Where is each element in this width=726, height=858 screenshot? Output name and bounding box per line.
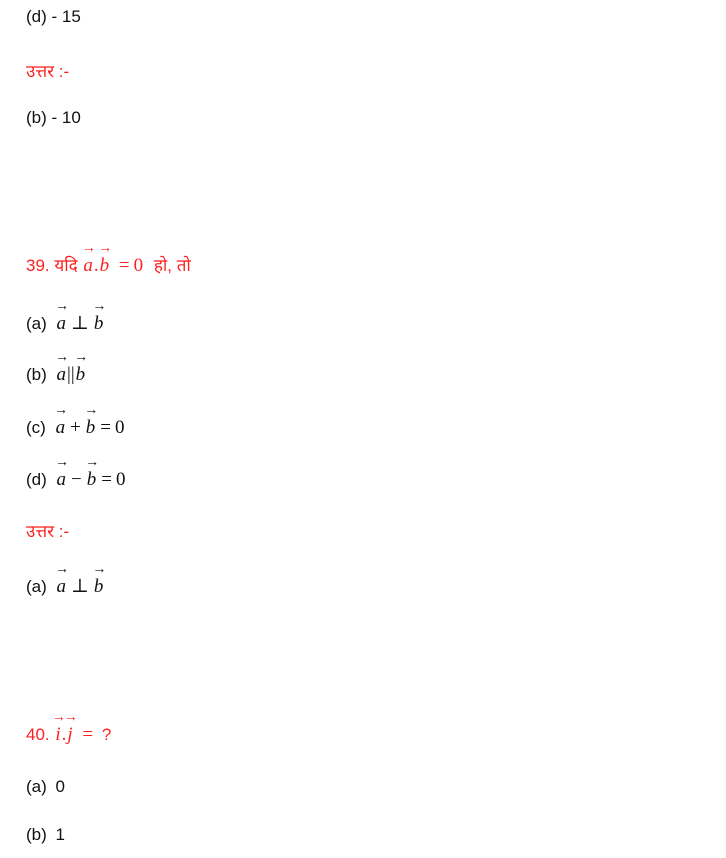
q40-option-b bbox=[26, 824, 65, 846]
q39-answer bbox=[26, 576, 104, 598]
vec-b: → b bbox=[85, 417, 97, 439]
prev-answer: (b) - 10 bbox=[26, 108, 81, 127]
option-label: (d) bbox=[26, 470, 47, 489]
option-label: (b) bbox=[26, 365, 47, 384]
q39-option-d bbox=[26, 469, 125, 491]
answer-option-label: (a) bbox=[26, 577, 47, 596]
q39-option-b bbox=[26, 364, 86, 386]
rhs-value: 0 bbox=[115, 417, 125, 438]
q39-tail: हो, तो bbox=[153, 256, 191, 275]
q40-dot: . bbox=[61, 724, 67, 745]
vec-b: → b bbox=[93, 313, 105, 335]
q39-vec-a: → a bbox=[82, 255, 94, 277]
perp-op: ⊥ bbox=[71, 576, 89, 597]
rhs-value: 0 bbox=[115, 469, 126, 490]
vec-a: → a bbox=[56, 576, 68, 598]
prev-option-d: (d) - 15 bbox=[26, 7, 81, 26]
q40-question bbox=[26, 724, 111, 746]
perp-op: ⊥ bbox=[71, 313, 89, 334]
option-value: 0 bbox=[55, 777, 65, 796]
option-label: (a) bbox=[26, 314, 47, 333]
q39-option-c bbox=[26, 417, 125, 439]
q40-option-a bbox=[26, 776, 65, 798]
vec-a: → a bbox=[56, 313, 68, 335]
vec-a: → a bbox=[56, 469, 68, 491]
vec-a: → a bbox=[55, 417, 67, 439]
q40-vec-j: → j bbox=[66, 724, 73, 746]
vec-b: → b bbox=[93, 576, 105, 598]
prev-answer-label: उत्तर :- bbox=[26, 62, 70, 81]
q39-vec-b: → b bbox=[99, 255, 111, 277]
q39-zero: 0 bbox=[133, 255, 144, 276]
q40-number: 40. bbox=[26, 725, 50, 744]
q39-option-a bbox=[26, 313, 104, 335]
vec-a: → a bbox=[56, 364, 68, 386]
q39-question bbox=[26, 255, 191, 277]
option-label: (b) bbox=[26, 825, 47, 844]
q39-if-word: यदि bbox=[54, 256, 78, 275]
plus-op: + bbox=[70, 417, 81, 438]
q40-vec-i: → i bbox=[54, 724, 61, 746]
q39-eq: = bbox=[118, 255, 130, 276]
q39-number: 39. bbox=[26, 256, 50, 275]
parallel-op: || bbox=[67, 364, 75, 385]
q39-answer-label: उत्तर :- bbox=[26, 522, 70, 541]
eq-op: = bbox=[101, 469, 112, 490]
vec-b: → b bbox=[75, 364, 87, 386]
eq-op: = bbox=[100, 417, 111, 438]
q40-question-mark: ? bbox=[101, 725, 112, 744]
q39-dot: . bbox=[93, 255, 99, 276]
option-label: (a) bbox=[26, 777, 47, 796]
option-value: 1 bbox=[55, 825, 65, 844]
vec-b: → b bbox=[86, 469, 98, 491]
option-label: (c) bbox=[26, 418, 46, 437]
q40-eq: = bbox=[82, 724, 94, 745]
minus-op: − bbox=[71, 469, 82, 490]
